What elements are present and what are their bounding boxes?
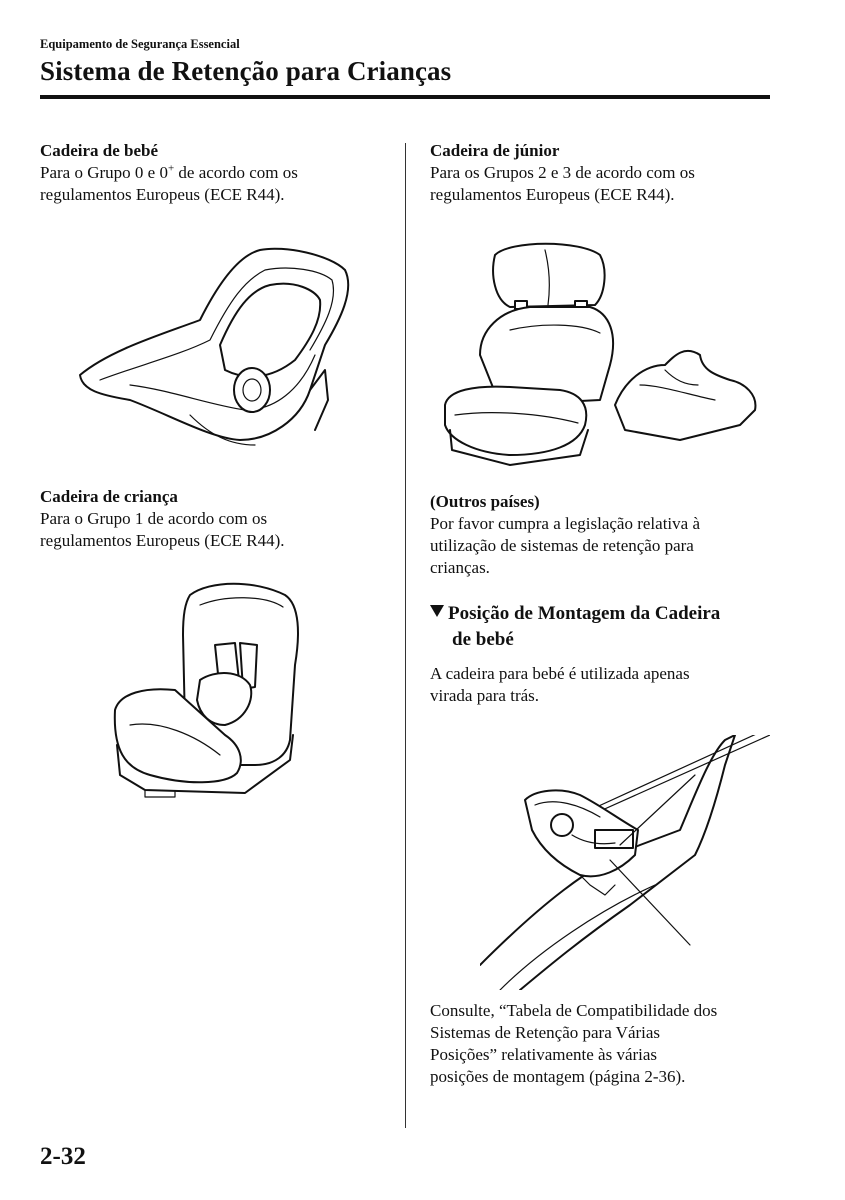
junior-seat-illustration — [440, 235, 770, 470]
baby-seat-desc-sup: + — [167, 162, 175, 175]
mount-body-line1: A cadeira para bebé é utilizada apenas — [430, 664, 690, 683]
child-seat-desc-line2: regulamentos Europeus (ECE R44). — [40, 531, 285, 550]
mount-section-title — [430, 601, 775, 653]
page-title: Sistema de Retenção para Crianças — [40, 56, 452, 86]
baby-seat-desc-line2: regulamentos Europeus (ECE R44). — [40, 185, 285, 204]
baby-seat-heading: Cadeira de bebé — [40, 141, 159, 160]
child-seat-illustration — [105, 575, 305, 800]
child-seat-desc-line1: Para o Grupo 1 de acordo com os — [40, 509, 268, 528]
junior-seat-desc-line1: Para os Grupos 2 e 3 de acordo com os — [430, 163, 695, 182]
column-divider — [405, 143, 406, 1128]
other-countries-line3: crianças. — [430, 558, 490, 577]
junior-seat-text — [430, 140, 695, 206]
page-number: 2-32 — [40, 1143, 86, 1170]
mount-section-title-line2: de bebé — [452, 629, 514, 650]
reference-line3: Posições” relativamente às várias — [430, 1045, 658, 1064]
reference-line4: posições de montagem (página 2-36). — [430, 1067, 686, 1086]
mount-section-title-line1 — [430, 601, 775, 627]
child-seat-text — [40, 486, 285, 552]
reference-line2: Sistemas de Retenção para Várias — [430, 1023, 661, 1042]
reference-text — [430, 1000, 717, 1088]
mount-section-body — [430, 663, 690, 707]
baby-seat-desc-post: de acordo com os — [174, 163, 298, 182]
down-triangle-icon — [430, 605, 444, 617]
junior-seat-desc-line2: regulamentos Europeus (ECE R44). — [430, 185, 675, 204]
other-countries-text — [430, 491, 700, 579]
baby-seat-desc-line1 — [40, 162, 298, 184]
child-seat-heading: Cadeira de criança — [40, 487, 178, 506]
other-countries-line1: Por favor cumpra a legislação relativa à — [430, 514, 700, 533]
junior-seat-heading: Cadeira de júnior — [430, 141, 560, 160]
mount-body-line2: virada para trás. — [430, 686, 540, 705]
baby-seat-illustration — [70, 240, 360, 450]
mount-section-title-text1: Posição de Montagem da Cadeira — [448, 603, 721, 624]
baby-seat-desc-pre: Para o Grupo 0 e 0 — [40, 163, 168, 182]
reference-line1: Consulte, “Tabela de Compatibilidade dos — [430, 1001, 718, 1020]
other-countries-line2: utilização de sistemas de retenção para — [430, 536, 694, 555]
title-rule — [40, 95, 770, 99]
other-countries-heading: (Outros países) — [430, 492, 540, 511]
section-kicker: Equipamento de Segurança Essencial — [40, 37, 240, 51]
baby-seat-text — [40, 140, 298, 206]
seat-mounting-illustration — [480, 735, 770, 990]
